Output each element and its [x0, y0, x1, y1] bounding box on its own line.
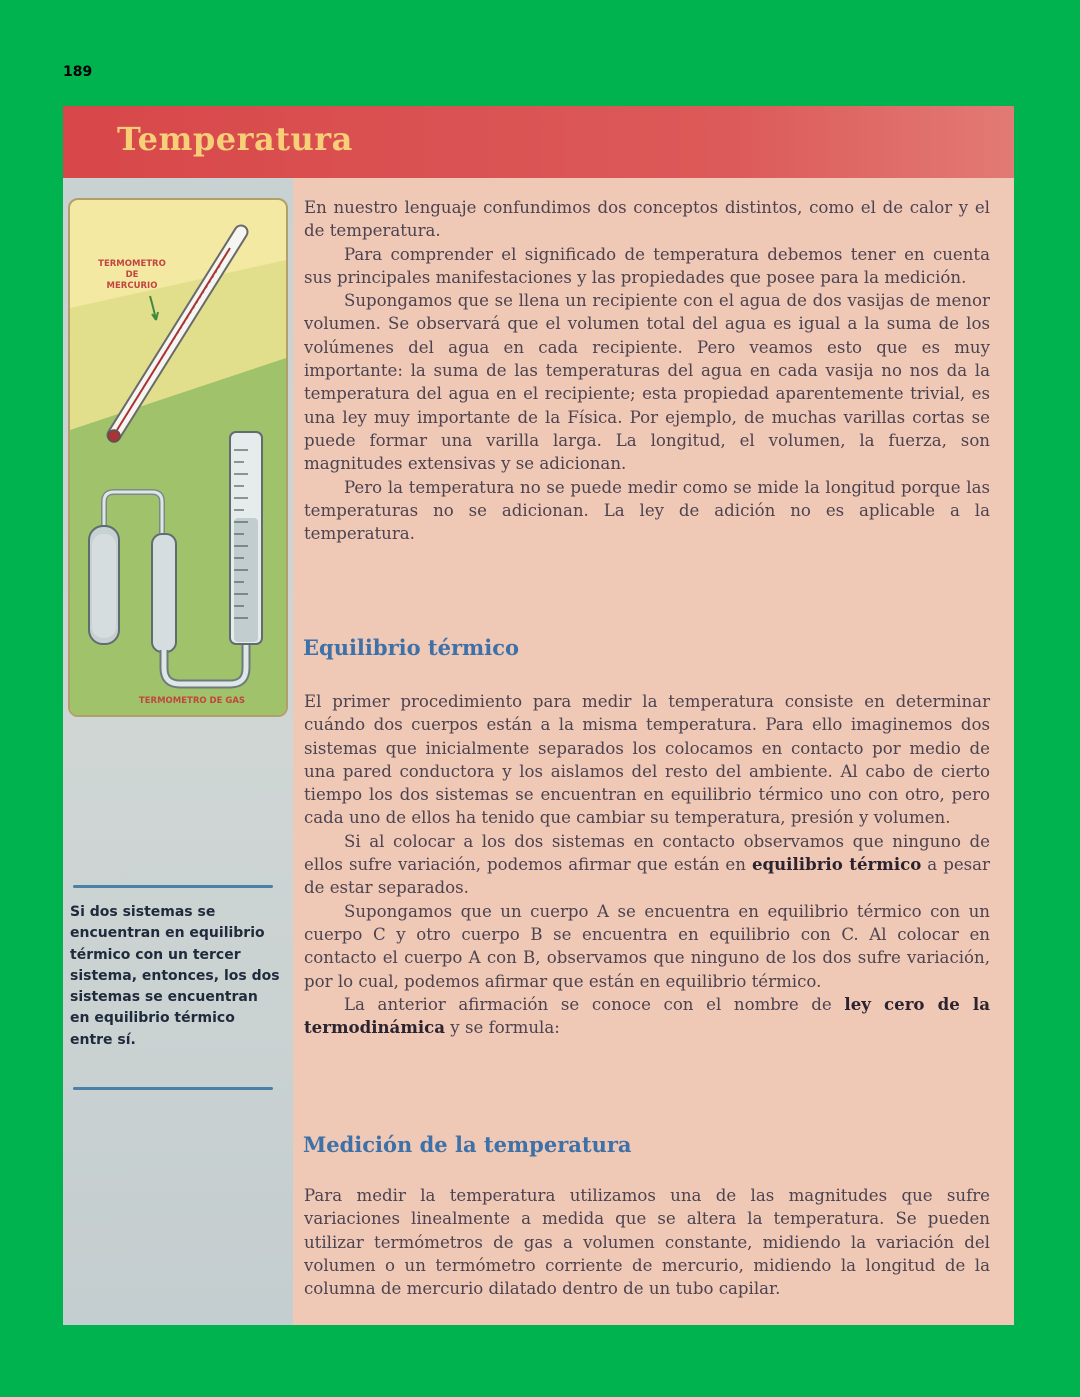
ley-cero-term: ley cero de la termodinámica: [304, 993, 990, 1038]
equilibrio-paragraph-1: El primer procedimiento para medir la temperatura consiste en determinar cuándo dos cuerpos están a la misma temperatura. Para ello imaginemos dos sistemas que inicialmente separados los colocamos en contacto por medio de una pared conductora y los aislamos del resto del ambiente. Al cabo de cierto tiempo los dos sistemas se encuentran en equilibrio térmico uno con otro, pero cada uno de ellos ha tenido que cambiar su temperatura, presión y volumen.: [304, 692, 990, 828]
equilibrio-paragraph-2: [304, 830, 990, 900]
equilibrio-paragraph-3: Supongamos que un cuerpo A se encuentra en equilibrio térmico con un cuerpo C y otro cuerpo B se encuentra en equilibrio con C. Al colocar en contacto el cuerpo A con B, observamos que ninguno de los dos sufre variación, por lo cual, podemos afirmar que están en equilibrio térmico.: [304, 901, 990, 991]
gas-thermometer-label: TERMOMETRO DE GAS: [138, 696, 246, 706]
sidebar: [63, 178, 293, 1325]
medicion-paragraph-1: Para medir la temperatura utilizamos una de las magnitudes que sufre variaciones linealmente a medida que se altera la temperatura. Se pueden utilizar termómetros de gas a volumen constante, midiendo la variación del volumen o un termómetro corriente de mercurio, midiendo la longitud de la columna de mercurio dilatado dentro de un tubo capilar.: [304, 1186, 990, 1299]
intro-paragraph-1: En nuestro lenguaje confundimos dos conceptos distintos, como el de calor y el de temperatura.: [304, 198, 990, 241]
textbook-page: [63, 106, 1014, 1325]
equilibrio-paragraph-2-text: Si al colocar a los dos sistemas en contacto observamos que ninguno de ellos sufre variación, podemos afirmar que están en: [304, 831, 990, 875]
page-title: Temperatura: [117, 120, 353, 158]
reservoir-tube: [152, 534, 176, 652]
equilibrio-paragraph-4-end: y se formula:: [445, 1018, 560, 1038]
thermometer-figure: [68, 198, 288, 717]
thermometer-illustration: [70, 200, 286, 715]
page-number: 189: [63, 64, 93, 80]
equilibrio-paragraph-2-end: a pesar de estar separados.: [304, 855, 990, 898]
intro-text: [304, 196, 990, 545]
medicion-text: [304, 1184, 990, 1300]
mercury-label-line-2: DE: [125, 270, 139, 280]
intro-paragraph-4: Pero la temperatura no se puede medir como se mide la longitud porque las temperaturas no se adicionan. La ley de adición no es aplicable a la temperatura.: [304, 477, 990, 544]
equilibrio-paragraph-4: [304, 993, 990, 1040]
mercury-label-line-1: TERMOMETRO: [98, 259, 166, 269]
equilibrio-text: [304, 690, 990, 1039]
intro-paragraph-3: Supongamos que se llena un recipiente con el agua de dos vasijas de menor volumen. Se observará que el volumen total del agua es igual a la suma de los volúmenes del agua en cada recipiente. Pero veamos esto que es muy importante: la suma de las temperaturas del agua en cada vasija no nos da la temperatura del agua en el recipiente; esta propiedad aparentemente trivial, es una ley muy importante de la Física. Por ejemplo, de muchas varillas cortas se puede formar una varilla larga. La longitud, el volumen, la fuerza, son magnitudes extensivas y se adicionan.: [304, 291, 990, 474]
equilibrio-term: equilibrio térmico: [751, 854, 922, 875]
heading-medicion: Medición de la temperatura: [303, 1132, 632, 1157]
mercury-label: [98, 259, 166, 291]
note-bottom-rule: [73, 1087, 273, 1090]
heading-equilibrio: Equilibrio térmico: [303, 635, 520, 660]
intro-paragraph-2: Para comprender el significado de temperatura debemos tener en cuenta sus principales manifestaciones y las propiedades que posee para la medición.: [304, 244, 990, 287]
sidebar-note: Si dos sistemas se encuentran en equilibrio térmico con un tercer sistema, entonces, los dos sistemas se encuentran en equilibrio térmico entre sí.: [70, 904, 280, 1048]
note-top-rule: [73, 885, 273, 888]
header-banner: [63, 106, 1014, 178]
equilibrio-paragraph-4-text: La anterior afirmación se conoce con el nombre de: [344, 994, 845, 1014]
mercury-label-line-3: MERCURIO: [106, 281, 158, 291]
